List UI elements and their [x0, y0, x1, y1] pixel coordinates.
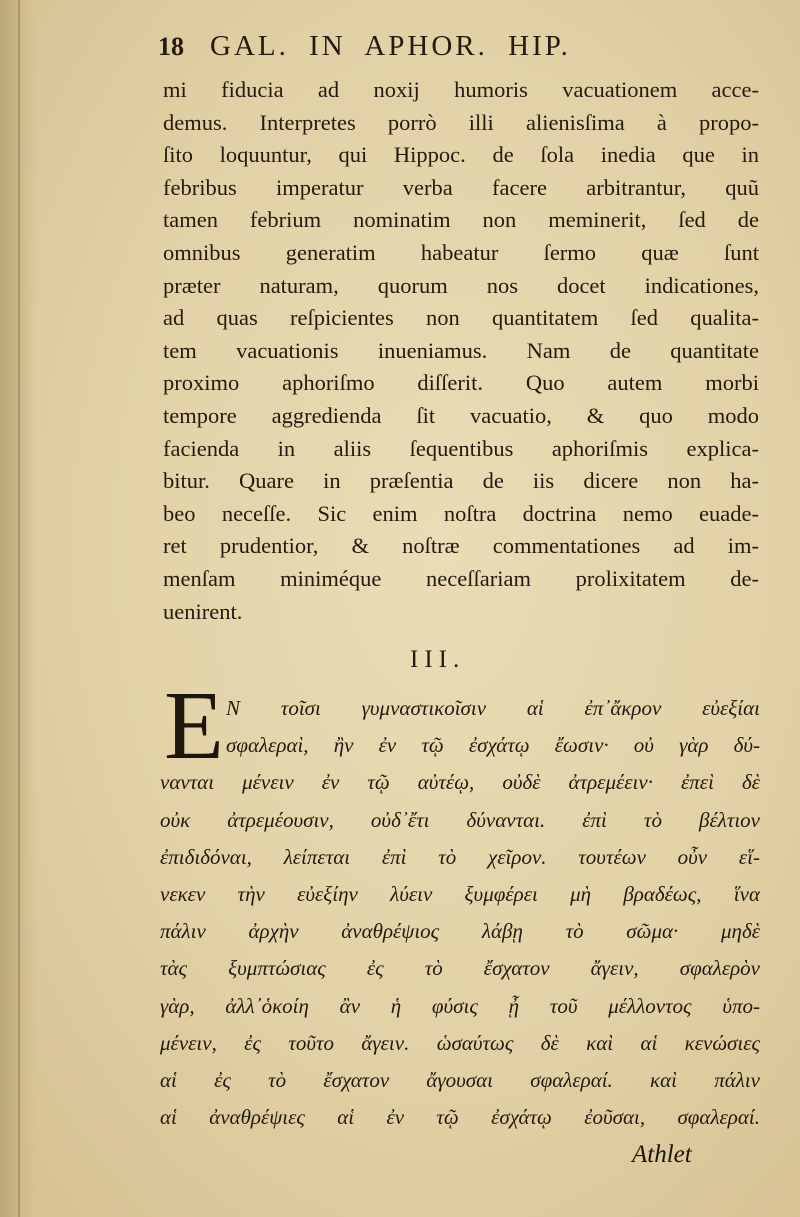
gutter-shadow-line — [18, 0, 20, 1217]
text-line: febribus imperatur verba facere arbitrantur, quũ — [163, 174, 759, 200]
greek-line: οὐκ ἀτρεμέουσιν, οὐδ᾽ἔτι δύνανται. ἐπὶ τὸ βέλτιον — [160, 807, 760, 832]
text-line: facienda in aliis ſequentibus aphoriſmis explica- — [163, 435, 759, 461]
text-line: tamen febrium nominatim non meminerit, ſed de — [163, 207, 759, 233]
catchword: Athlet — [632, 1141, 692, 1168]
greek-line: αἱ ἀναθρέψιες αἱ ἐν τῷ ἐσχάτῳ ἐοῦσαι, σφαλεραί. — [160, 1105, 760, 1130]
text-line: omnibus generatim habeatur ſermo quæ ſunt — [163, 239, 759, 265]
greek-line: αἱ ἐς τὸ ἔσχατον ἄγουσαι σφαλεραί. καὶ πάλιν — [160, 1068, 760, 1093]
text-line: beo neceſſe. Sic enim noſtra doctrina nemo euade- — [163, 500, 759, 526]
text-line: menſam miniméque neceſſariam prolixitatem de- — [163, 565, 759, 591]
text-line: præter naturam, quorum nos docet indicationes, — [163, 272, 759, 298]
page-header — [158, 30, 698, 70]
text-line: demus. Interpretes porrò illi alienisſima à propo- — [163, 109, 759, 135]
greek-line: N τοῖσι γυμναστικοῖσιν αἱ ἐπ᾽ἄκρον εὐεξίαι — [226, 696, 760, 720]
greek-aphorism — [160, 690, 760, 1136]
drop-cap: E — [164, 672, 224, 780]
greek-line: γὰρ, ἀλλ᾽ὁκοίη ἂν ἡ φύσις ᾖ τοῦ μέλλοντος ὑπο- — [160, 993, 760, 1018]
greek-line: ἐπιδιδόναι, λείπεται ἐπὶ τὸ χεῖρον. τουτέων οὖν εἵ- — [160, 844, 760, 869]
greek-line: τὰς ξυμπτώσιας ἐς τὸ ἔσχατον ἄγειν, σφαλερὸν — [160, 956, 760, 981]
latin-commentary — [163, 74, 759, 628]
text-line: ad quas reſpicientes non quantitatem ſed qualita- — [163, 305, 759, 331]
binding-gutter — [0, 0, 36, 1217]
greek-line: νεκεν τὴν εὐεξίην λύειν ξυμφέρει μὴ βραδέως, ἵνα — [160, 882, 760, 907]
text-line: tem vacuationis inueniamus. Nam de quantitate — [163, 337, 759, 363]
text-line: uenirent. — [163, 598, 243, 624]
text-line: ret prudentior, & noſtræ commentationes ad im- — [163, 533, 759, 559]
greek-line: πάλιν ἀρχὴν ἀναθρέψιος λάβῃ τὸ σῶμα· μηδὲ — [160, 919, 760, 944]
text-line: tempore aggredienda ſit vacuatio, & quo modo — [163, 402, 759, 428]
section-number: III. — [410, 646, 466, 673]
greek-line: σφαλεραὶ, ἢν ἐν τῷ ἐσχάτῳ ἔωσιν· οὐ γὰρ δύ- — [226, 733, 760, 758]
greek-line: νανται μένειν ἐν τῷ αὐτέῳ, οὐδὲ ἀτρεμέειν· ἐπεὶ δὲ — [160, 770, 760, 795]
text-line: mi fiducia ad noxij humoris vacuationem acce- — [163, 77, 759, 102]
running-head: GAL. IN APHOR. HIP. — [210, 30, 571, 62]
text-line: ſito loquuntur, qui Hippoc. de ſola inedia que in — [163, 142, 759, 168]
text-line: bitur. Quare in præſentia de iis dicere non ha- — [163, 468, 759, 494]
greek-line: μένειν, ἐς τοῦτο ἄγειν. ὡσαύτως δὲ καὶ αἱ κενώσιες — [160, 1030, 760, 1055]
text-line: proximo aphoriſmo diſſerit. Quo autem morbi — [163, 370, 759, 396]
page-number: 18 — [158, 32, 184, 61]
